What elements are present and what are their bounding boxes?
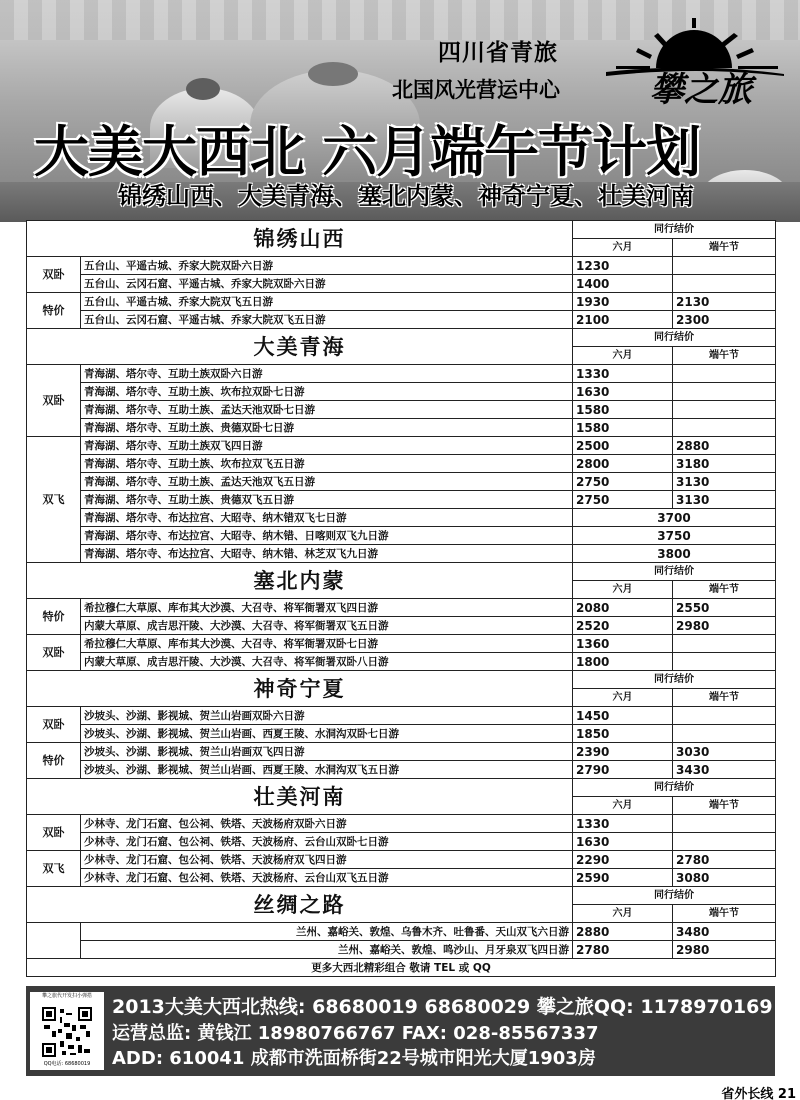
page-title: 大美大西北 六月端午节计划 (34, 120, 701, 184)
june-price: 2750 (573, 491, 673, 509)
price-table-body (27, 221, 776, 977)
table-row (27, 869, 776, 887)
festival-column-header: 端午节 (673, 347, 776, 365)
yurt-dome (186, 78, 220, 100)
route-name: 青海湖、塔尔寺、互助土族、贵德双卧七日游 (81, 419, 573, 437)
june-price: 1450 (573, 707, 673, 725)
route-name: 青海湖、塔尔寺、布达拉宫、大昭寺、纳木错、林芝双飞九日游 (81, 545, 573, 563)
category-label: 特价 (27, 599, 81, 635)
june-price: 1850 (573, 725, 673, 743)
table-row (27, 761, 776, 779)
header-banner (0, 0, 800, 222)
festival-price: 3130 (673, 473, 776, 491)
price-group-header: 同行结价 (573, 563, 776, 581)
festival-price (673, 401, 776, 419)
section-title: 丝绸之路 (27, 887, 573, 923)
festival-price: 2780 (673, 851, 776, 869)
category-label: 双卧 (27, 257, 81, 293)
table-row (27, 419, 776, 437)
june-price: 1330 (573, 815, 673, 833)
june-price: 1630 (573, 383, 673, 401)
table-row (27, 617, 776, 635)
table-row (27, 293, 776, 311)
june-price: 2290 (573, 851, 673, 869)
june-column-header: 六月 (573, 581, 673, 599)
route-name: 沙坡头、沙湖、影视城、贺兰山岩画双卧六日游 (81, 707, 573, 725)
june-price: 1580 (573, 401, 673, 419)
section-title: 壮美河南 (27, 779, 573, 815)
festival-price: 3430 (673, 761, 776, 779)
table-row (27, 311, 776, 329)
table-row (27, 257, 776, 275)
festival-price (673, 725, 776, 743)
route-name: 青海湖、塔尔寺、互助土族、坎布拉双飞五日游 (81, 455, 573, 473)
qr-caption-bottom: QQ电话: 68680019 (43, 1061, 91, 1067)
festival-price (673, 653, 776, 671)
festival-price: 2980 (673, 941, 776, 959)
festival-price: 2880 (673, 437, 776, 455)
june-price: 2880 (573, 923, 673, 941)
festival-column-header: 端午节 (673, 905, 776, 923)
festival-price (673, 635, 776, 653)
table-row (27, 815, 776, 833)
festival-price (673, 815, 776, 833)
festival-price: 3080 (673, 869, 776, 887)
price-group-header: 同行结价 (573, 221, 776, 239)
route-name: 五台山、平遥古城、乔家大院双卧六日游 (81, 257, 573, 275)
more-combinations-note: 更多大西北精彩组合 敬请 TEL 或 QQ (27, 959, 776, 977)
route-name: 青海湖、塔尔寺、布达拉宫、大昭寺、纳木错双飞七日游 (81, 509, 573, 527)
festival-price (673, 257, 776, 275)
table-row (27, 437, 776, 455)
june-price: 2790 (573, 761, 673, 779)
festival-price: 2300 (673, 311, 776, 329)
category-label: 双卧 (27, 365, 81, 437)
festival-price: 3180 (673, 455, 776, 473)
festival-price (673, 383, 776, 401)
category-label: 双卧 (27, 815, 81, 851)
table-row (27, 455, 776, 473)
route-name: 五台山、云冈石窟、平遥古城、乔家大院双卧六日游 (81, 275, 573, 293)
table-row (27, 743, 776, 761)
june-price: 1360 (573, 635, 673, 653)
section-header-row (27, 779, 776, 797)
table-row (27, 383, 776, 401)
table-row (27, 527, 776, 545)
route-name: 兰州、嘉峪关、敦煌、乌鲁木齐、吐鲁番、天山双飞六日游 (81, 923, 573, 941)
price-table (26, 220, 776, 977)
june-price: 1930 (573, 293, 673, 311)
june-price: 2780 (573, 941, 673, 959)
festival-price (673, 833, 776, 851)
section-title: 神奇宁夏 (27, 671, 573, 707)
section-header-row (27, 671, 776, 689)
june-price: 2520 (573, 617, 673, 635)
table-row (27, 275, 776, 293)
logo-wordmark: 攀之旅 (650, 70, 752, 110)
route-name: 青海湖、塔尔寺、互助土族、坎布拉双卧七日游 (81, 383, 573, 401)
route-name: 少林寺、龙门石窟、包公祠、铁塔、天波杨府双飞四日游 (81, 851, 573, 869)
qr-code-panel (30, 992, 104, 1070)
section-title: 塞北内蒙 (27, 563, 573, 599)
category-label: 双卧 (27, 707, 81, 743)
festival-price (673, 365, 776, 383)
category-label: 双卧 (27, 635, 81, 671)
page-subtitle: 锦绣山西、大美青海、塞北内蒙、神奇宁夏、壮美河南 (118, 182, 694, 210)
category-label: 特价 (27, 293, 81, 329)
category-label: 双飞 (27, 437, 81, 563)
june-price: 2590 (573, 869, 673, 887)
festival-price (673, 419, 776, 437)
route-name: 青海湖、塔尔寺、布达拉宫、大昭寺、纳木错、日喀则双飞九日游 (81, 527, 573, 545)
more-note-row (27, 959, 776, 977)
price-group-header: 同行结价 (573, 671, 776, 689)
route-name: 青海湖、塔尔寺、互助土族、贵德双飞五日游 (81, 491, 573, 509)
festival-column-header: 端午节 (673, 239, 776, 257)
page-footer: 省外长线 21 (721, 1087, 796, 1100)
table-row (27, 635, 776, 653)
hotline-text: 2013大美大西北热线: 68680019 68680029 攀之旅QQ: 1178970169 (112, 996, 773, 1018)
table-row (27, 725, 776, 743)
table-row (27, 491, 776, 509)
manager-contact: 运营总监: 黄钱江 18980766767 FAX: 028-85567337 (112, 1023, 599, 1044)
june-price: 1230 (573, 257, 673, 275)
route-name: 少林寺、龙门石窟、包公祠、铁塔、天波杨府、云台山双卧七日游 (81, 833, 573, 851)
qr-caption: 攀之旅代开发扫小弹搭 (41, 993, 92, 999)
route-name: 青海湖、塔尔寺、互助土族、孟达天池双卧七日游 (81, 401, 573, 419)
qr-code-icon (42, 1007, 92, 1057)
festival-price: 3030 (673, 743, 776, 761)
address-text: ADD: 610041 成都市洗面桥街22号城市阳光大厦1903房 (112, 1048, 596, 1069)
festival-price (673, 707, 776, 725)
june-price: 2080 (573, 599, 673, 617)
section-header-row (27, 221, 776, 239)
price-group-header: 同行结价 (573, 329, 776, 347)
table-row (27, 599, 776, 617)
table-row (27, 923, 776, 941)
june-price: 2800 (573, 455, 673, 473)
section-header-row (27, 563, 776, 581)
festival-column-header: 端午节 (673, 797, 776, 815)
section-title: 锦绣山西 (27, 221, 573, 257)
june-price: 1330 (573, 365, 673, 383)
section-header-row (27, 887, 776, 905)
table-row (27, 473, 776, 491)
category-label (27, 923, 81, 959)
festival-price: 2980 (673, 617, 776, 635)
june-price: 2100 (573, 311, 673, 329)
route-name: 少林寺、龙门石窟、包公祠、铁塔、天波杨府双卧六日游 (81, 815, 573, 833)
festival-price: 2550 (673, 599, 776, 617)
festival-column-header: 端午节 (673, 689, 776, 707)
table-row (27, 653, 776, 671)
merged-price: 3800 (573, 545, 776, 563)
festival-column-header: 端午节 (673, 581, 776, 599)
route-name: 兰州、嘉峪关、敦煌、鸣沙山、月牙泉双飞四日游 (81, 941, 573, 959)
route-name: 沙坡头、沙湖、影视城、贺兰山岩画、西夏王陵、水洞沟双卧七日游 (81, 725, 573, 743)
route-name: 五台山、云冈石窟、平遥古城、乔家大院双飞五日游 (81, 311, 573, 329)
june-column-header: 六月 (573, 689, 673, 707)
table-row (27, 851, 776, 869)
category-label: 特价 (27, 743, 81, 779)
route-name: 少林寺、龙门石窟、包公祠、铁塔、天波杨府、云台山双飞五日游 (81, 869, 573, 887)
festival-price: 3130 (673, 491, 776, 509)
june-column-header: 六月 (573, 239, 673, 257)
merged-price: 3750 (573, 527, 776, 545)
route-name: 沙坡头、沙湖、影视城、贺兰山岩画、西夏王陵、水洞沟双飞五日游 (81, 761, 573, 779)
june-price: 2500 (573, 437, 673, 455)
june-price: 1400 (573, 275, 673, 293)
section-header-row (27, 329, 776, 347)
table-row (27, 545, 776, 563)
june-price: 1580 (573, 419, 673, 437)
route-name: 五台山、平遥古城、乔家大院双飞五日游 (81, 293, 573, 311)
june-column-header: 六月 (573, 905, 673, 923)
june-price: 2750 (573, 473, 673, 491)
route-name: 内蒙大草原、成吉思汗陵、大沙漠、大召寺、将军衙署双飞五日游 (81, 617, 573, 635)
section-title: 大美青海 (27, 329, 573, 365)
route-name: 内蒙大草原、成吉思汗陵、大沙漠、大召寺、将军衙署双卧八日游 (81, 653, 573, 671)
route-name: 希拉穆仁大草原、库布其大沙漠、大召寺、将军衙署双飞四日游 (81, 599, 573, 617)
route-name: 希拉穆仁大草原、库布其大沙漠、大召寺、将军衙署双卧七日游 (81, 635, 573, 653)
june-price: 1630 (573, 833, 673, 851)
table-row (27, 833, 776, 851)
table-row (27, 401, 776, 419)
category-label: 双飞 (27, 851, 81, 887)
route-name: 青海湖、塔尔寺、互助土族双卧六日游 (81, 365, 573, 383)
price-group-header: 同行结价 (573, 779, 776, 797)
route-name: 青海湖、塔尔寺、互助土族双飞四日游 (81, 437, 573, 455)
festival-price: 3480 (673, 923, 776, 941)
org-subname: 北国风光营运中心 (392, 78, 560, 102)
table-row (27, 509, 776, 527)
festival-price (673, 275, 776, 293)
june-price: 2390 (573, 743, 673, 761)
route-name: 青海湖、塔尔寺、互助土族、孟达天池双飞五日游 (81, 473, 573, 491)
price-group-header: 同行结价 (573, 887, 776, 905)
yurt-dome (308, 62, 358, 86)
table-row (27, 941, 776, 959)
org-name: 四川省青旅 (438, 40, 558, 66)
june-column-header: 六月 (573, 797, 673, 815)
table-row (27, 707, 776, 725)
table-row (27, 365, 776, 383)
june-column-header: 六月 (573, 347, 673, 365)
festival-price: 2130 (673, 293, 776, 311)
route-name: 沙坡头、沙湖、影视城、贺兰山岩画双飞四日游 (81, 743, 573, 761)
june-price: 1800 (573, 653, 673, 671)
contact-footer (26, 986, 775, 1076)
merged-price: 3700 (573, 509, 776, 527)
